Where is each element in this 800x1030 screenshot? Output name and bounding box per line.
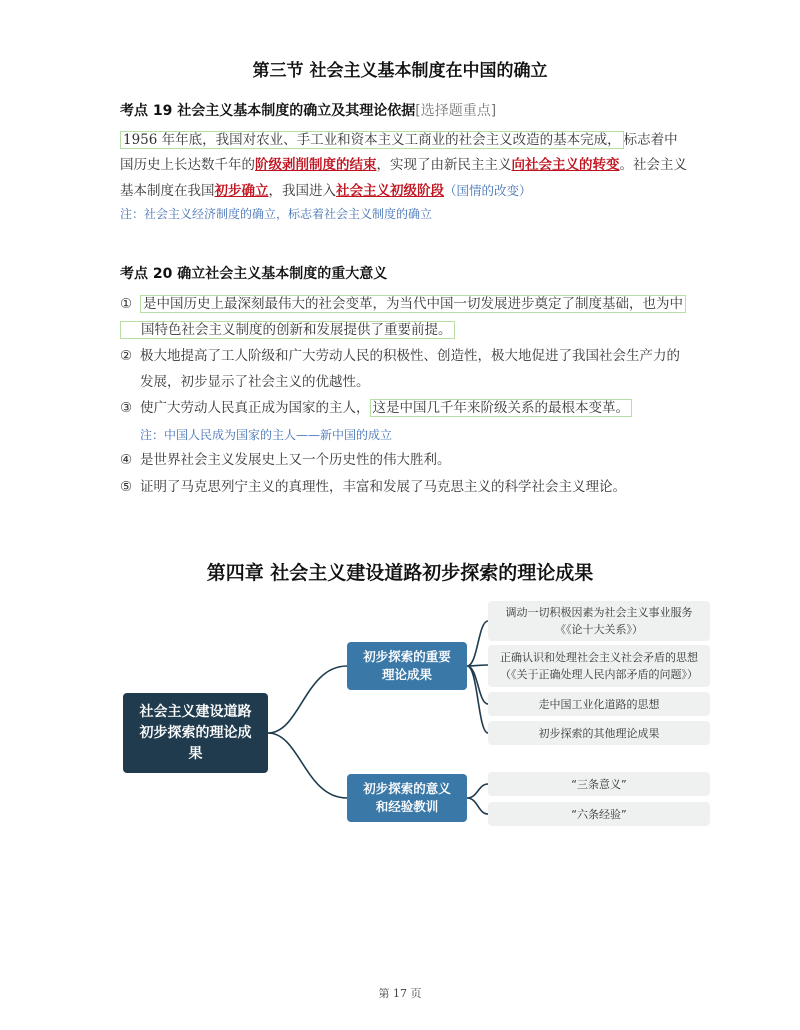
mindmap-leaf-other-results: 初步探索的其他理论成果 bbox=[488, 721, 710, 745]
item-number: ③ bbox=[120, 400, 133, 416]
item-text: 证明了马克思列宁主义的真理性，丰富和发展了马克思主义的科学社会主义理论。 bbox=[140, 479, 626, 495]
mindmap-leaf-industrialization: 走中国工业化道路的思想 bbox=[488, 692, 710, 716]
item-text: 是世界社会主义发展史上又一个历史性的伟大胜利。 bbox=[140, 452, 451, 468]
leaf-line2: 《《论十大关系》） bbox=[555, 623, 643, 636]
kp19-blue-note: （国情的改变） bbox=[444, 183, 532, 198]
kp20-heading: 考点 20 确立社会主义基本制度的重大意义 bbox=[120, 266, 388, 282]
connector-root-branch1 bbox=[268, 666, 347, 733]
kp19-text-f: 。社会主义基本制度在我国 bbox=[120, 157, 687, 199]
leaf-line1: 调动一切积极因素为社会主义事业服务 bbox=[505, 606, 693, 619]
kp19-tag: [选择题重点] bbox=[415, 103, 497, 119]
item-text-highlight: 这是中国几千年来阶级关系的最根本变革。 bbox=[370, 399, 633, 417]
leaf-line2: （《关于正确处理人民内部矛盾的问题》） bbox=[500, 668, 698, 681]
item-number: ① bbox=[120, 296, 133, 312]
kp19-text-d: ，实现了由新民主主义 bbox=[376, 157, 512, 173]
kp19-red-4: 社会主义初级阶段 bbox=[336, 183, 444, 199]
kp19-red-1: 阶级剥削制度的结束 bbox=[255, 157, 377, 173]
connector-root-branch2 bbox=[268, 733, 347, 798]
item-number: ⑤ bbox=[120, 479, 133, 495]
kp19-highlight-start: 1956 年年底，我国对农业、手工业和资本主义工商业的社会主义改造的基本完成， bbox=[120, 131, 624, 149]
kp19-note: 注：社会主义经济制度的确立，标志着社会主义制度的确立 bbox=[120, 207, 433, 221]
connector-branch1-leaves bbox=[467, 621, 488, 733]
item-text-line2: 发展，初步显示了社会主义的优越性。 bbox=[140, 374, 370, 390]
item-text: 极大地提高了工人阶级和广大劳动人民的积极性、创造性，极大地促进了我国社会生产力的 bbox=[140, 348, 680, 364]
item-number: ② bbox=[120, 348, 133, 364]
mindmap-title: 第四章 社会主义建设道路初步探索的理论成果 bbox=[206, 562, 594, 584]
mindmap-branch-significance-lessons: 初步探索的意义和经验教训 bbox=[347, 774, 467, 822]
mindmap-leaf-six-experiences: “六条经验” bbox=[488, 802, 710, 826]
item-text-line2: 国特色社会主义制度的创新和发展提供了重要前提。 bbox=[120, 321, 455, 339]
mindmap-leaf-contradictions bbox=[488, 645, 710, 687]
leaf-line1: 正确认识和处理社会主义社会矛盾的思想 bbox=[500, 651, 698, 664]
section-title: 第三节 社会主义基本制度在中国的确立 bbox=[252, 61, 548, 81]
item-number: ④ bbox=[120, 452, 133, 468]
item-text: 是中国历史上最深刻最伟大的社会变革，为当代中国一切发展进步奠定了制度基础，也为中 bbox=[140, 295, 686, 313]
kp19-text-b: 标志着中国历史上长达数千年的 bbox=[120, 132, 678, 173]
kp19-red-2: 向社会主义的转变 bbox=[511, 157, 620, 173]
mindmap-branch-important-results: 初步探索的重要理论成果 bbox=[347, 642, 467, 690]
kp20-item-3-note: 注：中国人民成为国家的主人——新中国的成立 bbox=[140, 428, 393, 442]
page-number: 第 17 页 bbox=[378, 987, 422, 1000]
connector-branch2-leaves bbox=[467, 784, 488, 814]
item-text: 使广大劳动人民真正成为国家的主人， bbox=[140, 400, 370, 416]
kp19-text-h: ，我国进入 bbox=[268, 183, 336, 199]
mindmap-leaf-three-meanings: “三条意义” bbox=[488, 772, 710, 796]
kp19-red-3: 初步确立 bbox=[214, 183, 269, 199]
kp19-title: 考点 19 社会主义基本制度的确立及其理论依据 bbox=[120, 103, 416, 119]
mindmap-root-node: 社会主义建设道路初步探索的理论成果 bbox=[123, 693, 268, 773]
mindmap-leaf-ten-relations bbox=[488, 601, 710, 641]
